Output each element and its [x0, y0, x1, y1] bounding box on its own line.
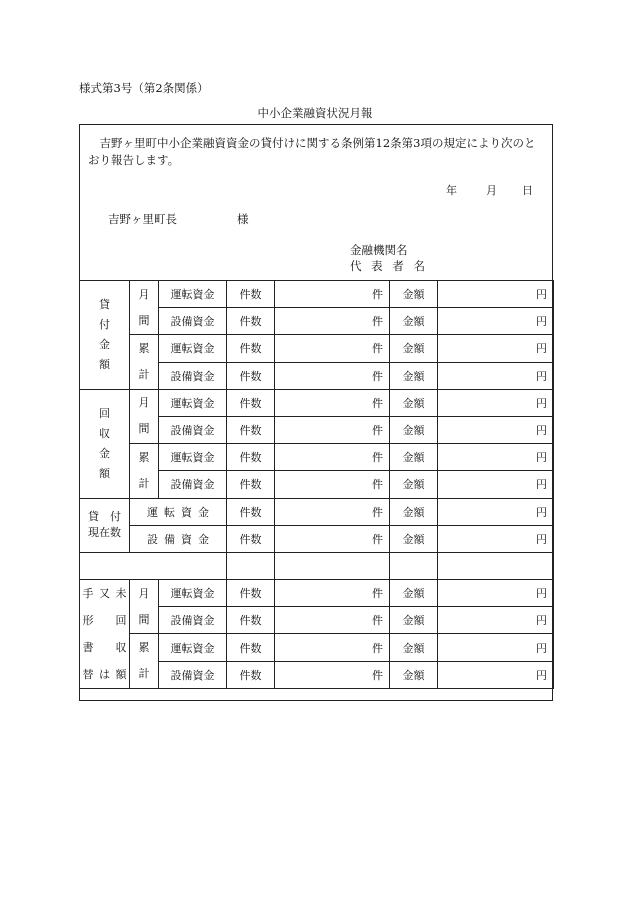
date-row	[446, 182, 532, 198]
section-genzai: 貸 付 現在数	[80, 498, 130, 552]
representative-label: 代 表 者 名	[350, 259, 428, 273]
amount-field[interactable]: 円	[438, 634, 554, 661]
addressee: 吉野ヶ里町長	[108, 212, 177, 226]
fund-type: 運転資金	[159, 389, 227, 416]
fund-type: 設備資金	[130, 525, 227, 552]
report-table	[79, 280, 554, 689]
table-row	[80, 634, 554, 661]
fund-type: 運転資金	[159, 580, 227, 607]
count-field[interactable]: 件	[275, 498, 390, 525]
amount-field[interactable]: 円	[438, 308, 554, 335]
date-month: 月	[486, 184, 497, 197]
count-label: 件数	[227, 416, 275, 443]
table-row	[80, 389, 554, 416]
period-getsukan: 月 間	[130, 389, 159, 443]
amount-field[interactable]: 円	[438, 281, 554, 308]
amount-label: 金額	[390, 308, 438, 335]
amount-field[interactable]: 円	[438, 661, 554, 688]
amount-label: 金額	[390, 607, 438, 634]
amount-label: 金額	[390, 281, 438, 308]
amount-label: 金額	[390, 661, 438, 688]
amount-label: 金額	[390, 580, 438, 607]
count-field[interactable]: 件	[275, 634, 390, 661]
section-kashitsuke: 貸 付 金 額	[80, 281, 130, 390]
amount-label: 金額	[390, 634, 438, 661]
amount-label: 金額	[390, 335, 438, 362]
document-title: 中小企業融資状況月報	[257, 106, 373, 120]
period-getsukan: 月 間	[130, 281, 159, 335]
table-row	[80, 281, 554, 308]
count-field[interactable]: 件	[275, 335, 390, 362]
count-label: 件数	[227, 525, 275, 552]
date-year: 年	[446, 184, 457, 197]
table-row	[80, 498, 554, 525]
section-tegata: 手 又 未 形 回 書 収 替 は 額	[80, 580, 130, 689]
fund-type: 設備資金	[159, 362, 227, 389]
fund-type: 運転資金	[159, 281, 227, 308]
blank-row	[80, 552, 554, 579]
report-frame	[79, 124, 553, 701]
blank-cell[interactable]	[438, 552, 554, 579]
count-label: 件数	[227, 471, 275, 498]
period-getsukan: 月 間	[130, 580, 159, 634]
institution-label: 金融機関名	[350, 243, 408, 257]
fund-type: 運転資金	[130, 498, 227, 525]
count-label: 件数	[227, 308, 275, 335]
table-row	[80, 444, 554, 471]
blank-cell[interactable]	[80, 552, 227, 579]
count-field[interactable]: 件	[275, 525, 390, 552]
amount-field[interactable]: 円	[438, 498, 554, 525]
date-day: 日	[522, 184, 533, 197]
amount-field[interactable]: 円	[438, 416, 554, 443]
report-header	[80, 125, 552, 281]
amount-label: 金額	[390, 498, 438, 525]
table-row	[80, 335, 554, 362]
count-field[interactable]: 件	[275, 362, 390, 389]
amount-label: 金額	[390, 389, 438, 416]
count-label: 件数	[227, 607, 275, 634]
count-field[interactable]: 件	[275, 661, 390, 688]
amount-field[interactable]: 円	[438, 607, 554, 634]
count-field[interactable]: 件	[275, 580, 390, 607]
amount-label: 金額	[390, 471, 438, 498]
intro-text: 吉野ヶ里町中小企業融資資金の貸付けに関する条例第12条第3項の規定により次のとおり報告します。	[88, 136, 536, 167]
count-label: 件数	[227, 661, 275, 688]
section-kaishu: 回 収 金 額	[80, 389, 130, 498]
fund-type: 運転資金	[159, 444, 227, 471]
count-field[interactable]: 件	[275, 389, 390, 416]
amount-label: 金額	[390, 444, 438, 471]
count-label: 件数	[227, 634, 275, 661]
amount-label: 金額	[390, 416, 438, 443]
amount-field[interactable]: 円	[438, 362, 554, 389]
count-label: 件数	[227, 335, 275, 362]
amount-label: 金額	[390, 362, 438, 389]
amount-field[interactable]: 円	[438, 389, 554, 416]
amount-field[interactable]: 円	[438, 444, 554, 471]
count-label: 件数	[227, 444, 275, 471]
count-label: 件数	[227, 362, 275, 389]
blank-cell[interactable]	[275, 552, 390, 579]
count-field[interactable]: 件	[275, 471, 390, 498]
fund-type: 運転資金	[159, 634, 227, 661]
amount-field[interactable]: 円	[438, 471, 554, 498]
form-number: 様式第3号（第2条関係）	[79, 81, 209, 95]
fund-type: 設備資金	[159, 308, 227, 335]
amount-field[interactable]: 円	[438, 335, 554, 362]
honorific: 様	[237, 212, 249, 226]
fund-type: 設備資金	[159, 471, 227, 498]
amount-field[interactable]: 円	[438, 525, 554, 552]
blank-cell[interactable]	[227, 552, 275, 579]
table-row	[80, 525, 554, 552]
count-field[interactable]: 件	[275, 416, 390, 443]
fund-type: 設備資金	[159, 416, 227, 443]
count-label: 件数	[227, 389, 275, 416]
count-field[interactable]: 件	[275, 444, 390, 471]
blank-cell[interactable]	[390, 552, 438, 579]
count-label: 件数	[227, 580, 275, 607]
fund-type: 設備資金	[159, 607, 227, 634]
count-field[interactable]: 件	[275, 607, 390, 634]
period-ruikei: 累 計	[130, 634, 159, 689]
amount-field[interactable]: 円	[438, 580, 554, 607]
fund-type: 運転資金	[159, 335, 227, 362]
period-ruikei: 累 計	[130, 444, 159, 498]
count-field[interactable]: 件	[275, 281, 390, 308]
amount-label: 金額	[390, 525, 438, 552]
table-row	[80, 580, 554, 607]
fund-type: 設備資金	[159, 661, 227, 688]
period-ruikei: 累 計	[130, 335, 159, 389]
count-label: 件数	[227, 281, 275, 308]
count-label: 件数	[227, 498, 275, 525]
count-field[interactable]: 件	[275, 308, 390, 335]
